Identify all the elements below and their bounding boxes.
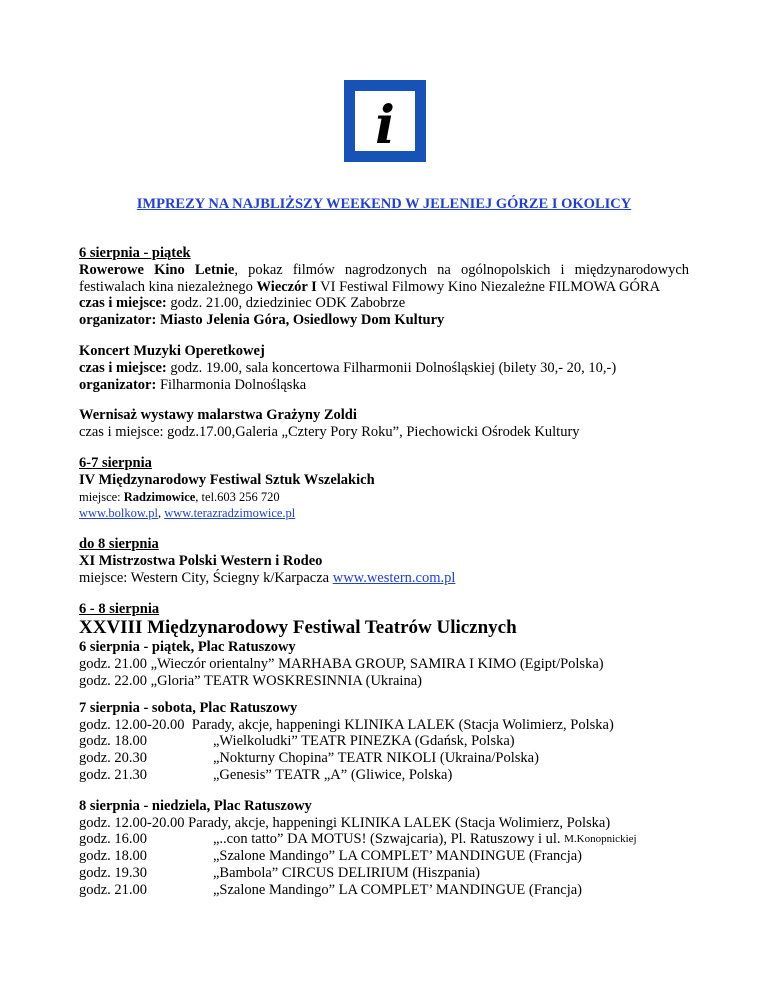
page-title: IMPREZY NA NAJBLIŻSZY WEEKEND W JELENIEJ GÓRZE I OKOLICY [136, 196, 632, 212]
info-letter: i [375, 95, 395, 156]
schedule-row: godz. 19.30 „Bambola” CIRCUS DELIRIUM (Hiszpania) [79, 864, 480, 881]
schedule-day-saturday [79, 700, 689, 784]
event-time: czas i miejsce: godz. 19.00, sala koncertowa Filharmonii Dolnośląskiej (bilety 30,- 20, 10,-) [79, 359, 617, 376]
schedule-row: godz. 18.00 „Wielkoludki” TEATR PINEZKA (Gdańsk, Polska) [79, 733, 515, 750]
events-list [79, 245, 689, 913]
event-place: miejsce: Western City, Ściegny k/Karpacza www.western.com.pl [79, 569, 456, 586]
schedule-row: godz. 20.30 „Nokturny Chopina” TEATR NIKOLI (Ukraina/Polska) [79, 750, 539, 767]
schedule-row: godz. 21.00 „Szalone Mandingo” LA COMPLET’ MANDINGUE (Francja) [79, 881, 582, 898]
schedule-row: godz. 16.00 „..con tatto” DA MOTUS! (Szwajcaria), Pl. Ratuszowy i ul. M.Konopnickiej [79, 831, 637, 848]
event-title: Koncert Muzyki Operetkowej [79, 342, 265, 359]
schedule-row: godz. 21.30 „Genesis” TEATR „A” (Gliwice, Polska) [79, 766, 453, 783]
event-festiwal-sztuk [79, 455, 689, 522]
event-time: czas i miejsce: godz.17.00,Galeria „Cztery Pory Roku”, Piechowicki Ośrodek Kultury [79, 424, 580, 441]
event-date: 6 - 8 sierpnia [79, 600, 160, 617]
event-title: IV Międzynarodowy Festiwal Sztuk Wszelakich [79, 471, 375, 488]
event-title: XI Mistrzostwa Polski Western i Rodeo [79, 552, 323, 569]
event-place: miejsce: Radzimowice, tel.603 256 720 [79, 489, 280, 504]
event-time: czas i miejsce: godz. 21.00, dziedziniec ODK Zabobrze [79, 295, 406, 312]
schedule-line: godz. 21.00 „Wieczór orientalny” MARHABA GROUP, SAMIRA I KIMO (Egipt/Polska) [79, 656, 604, 673]
schedule-line: godz. 22.00 „Gloria” TEATR WOSKRESINNIA (Ukraina) [79, 672, 422, 689]
information-logo [344, 80, 426, 162]
event-wernisaz [79, 407, 689, 441]
event-organizer: organizator: Filharmonia Dolnośląska [79, 376, 307, 393]
schedule-row: godz. 18.00 „Szalone Mandingo” LA COMPLET’ MANDINGUE (Francja) [79, 848, 582, 865]
day-header: 7 sierpnia - sobota, Plac Ratuszowy [79, 699, 298, 716]
event-title: Wernisaż wystawy malarstwa Grażyny Zoldi [79, 407, 357, 424]
event-date: do 8 sierpnia [79, 536, 159, 553]
event-title: Rowerowe Kino Letnie [79, 261, 235, 278]
event-teatry-uliczne [79, 601, 689, 690]
event-date: 6 sierpnia - piątek [79, 245, 191, 261]
schedule-row: godz. 12.00-20.00 Parady, akcje, happeningi KLINIKA LALEK (Stacja Wolimierz, Polska) [79, 814, 611, 831]
schedule-day-sunday [79, 798, 689, 899]
link-radzimowice[interactable]: www.terazradzimowice.pl [164, 506, 296, 521]
link-western[interactable]: www.western.com.pl [332, 569, 456, 586]
day-header: 8 sierpnia - niedziela, Plac Ratuszowy [79, 797, 312, 814]
event-links: www.bolkow.pl, www.terazradzimowice.pl [79, 506, 296, 521]
schedule-row: godz. 12.00-20.00 Parady, akcje, happeningi KLINIKA LALEK (Stacja Wolimierz, Polska) [79, 716, 614, 733]
event-koncert [79, 343, 689, 393]
event-description: Rowerowe Kino Letnie, pokaz filmów nagrodzonych na ogólnopolskich i międzynarodowych festiwalach kina niezależnego Wieczór I VI Festiwal Filmowy Kino Niezależne FILMOWA GÓRA [79, 261, 690, 295]
event-organizer: organizator: Miasto Jelenia Góra, Osiedlowy Dom Kultury [79, 312, 445, 329]
link-bolkow[interactable]: www.bolkow.pl [79, 506, 158, 521]
day-header: 6 sierpnia - piątek, Plac Ratuszowy [79, 639, 296, 656]
event-date: 6-7 sierpnia [79, 454, 152, 471]
event-title: XXVIII Międzynarodowy Festiwal Teatrów Ulicznych [79, 617, 517, 639]
event-rodeo [79, 536, 689, 586]
event-kino-letnie [79, 245, 689, 329]
information-icon [344, 80, 426, 162]
